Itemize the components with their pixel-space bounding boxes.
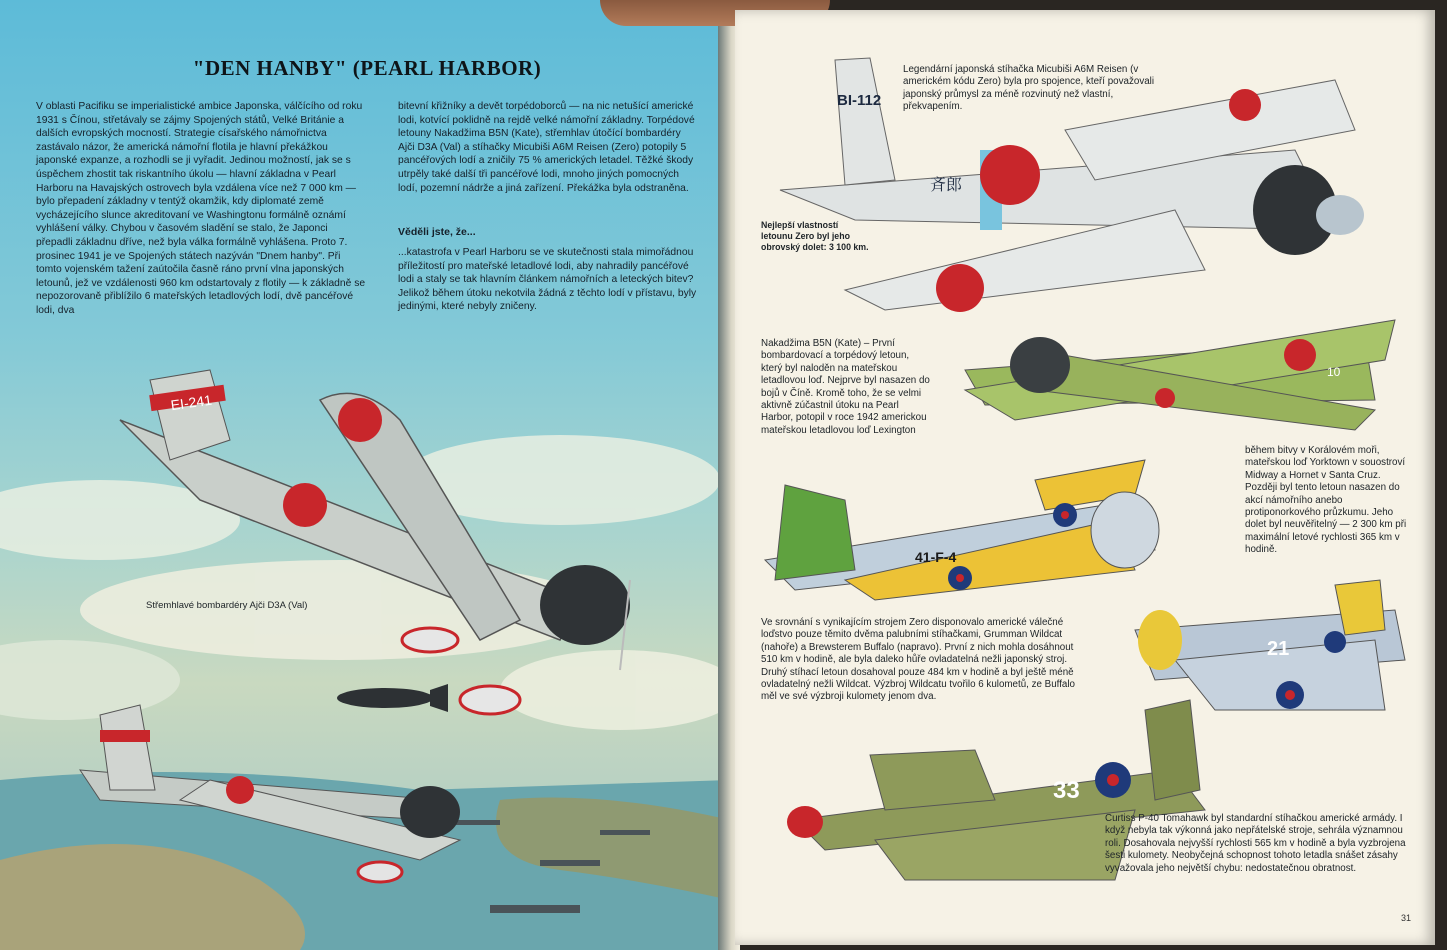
right-page <box>735 10 1435 945</box>
kate-description-continued: během bitvy v Korálovém moři, mateřskou loď Yorktown v souostroví Midway a Hornet v Santa Cruz. Později byl tento letoun nasazen do akcí námořního anebo protiponorkového průzkumu. Jeho dolet byl neuvěřitelný — 2 300 km při maximální letové rychlosti 365 km v hodině. <box>1245 445 1407 556</box>
zero-description: Legendární japonská stíhačka Micubiši A6M Reisen (v americkém kódu Zero) byla pro spojence, kteří považovali japonský průmysl za méně rozvinutý než vlastní, překvapením. <box>903 64 1155 113</box>
wildcat-code: 41-F-4 <box>915 549 957 565</box>
grumman-wildcat <box>765 460 1159 600</box>
brewster-buffalo <box>1135 580 1405 710</box>
kate-torpedo-bomber <box>965 320 1395 430</box>
val-tail-code: EI-241 <box>169 391 213 414</box>
page-number: 31 <box>1400 913 1411 923</box>
article-column-2b: ...katastrofa v Pearl Harboru se ve skutečnosti stala mimořádnou příležitostí pro mateřské letadlové lodi, aby nahradily pancéřové lodi a staly se tak hlavním článkem námořních a leteckých bitev? Jelikož během útoku nekotvila žádná z těchto lodí v přístavu, byly jedinými, které nebyly zničeny. <box>398 247 697 313</box>
buffalo-code: 21 <box>1267 638 1290 660</box>
p40-code: 33 <box>1053 777 1080 804</box>
p40-description: Curtiss P-40 Tomahawk byl standardní stíhačkou americké armády. I když nebyla tak výkonná jako nepřátelské stroje, sehrála významnou roli. Dosahovala nejvyšší rychlosti 565 km v hodině a byla vyzbrojena šesti kulomety. Neobyčejná schopnost tohoto letadla snášet zásahy vyvažovala jeho největší chybu: nedostatečnou obratnost. <box>1105 813 1406 874</box>
kate-tail-code: 10 <box>1327 365 1341 379</box>
kate-description: Nakadžima B5N (Kate) – První bombardovací a torpédový letoun, který byl naloděn na mateřskou letadlovou loď. Nejprve byl nasazen do bojů v Číně. Kromě toho, že se velmi aktivně zúčastnil útoku na Pearl Harbor, potopil v roce 1942 americkou mateřskou letadlovou loď Lexington <box>761 338 930 436</box>
zero-range-note: Nejlepší vlastností letounu Zero byl jeho obrovský dolet: 3 100 km. <box>761 220 869 252</box>
wildcat-buffalo-description: Ve srovnání s vynikajícím strojem Zero disponovalo americké válečné loďstvo pouze těmito dvěma palubními stíhačkami, Grumman Wildcat (nahoře) a Brewsterem Buffalo (napravo). První z nich mohla dosáhnout 510 km v hodině, ale byla daleko hůře ovladatelná nežli japonský stroj. Druhý stíhací letoun dosahoval pouze 484 km v hodině a byl ještě méně ovladatelný nežli Wildcat. Výzbroj Wildcatu tvořilo 6 kulometů, ze Buffalo měl ve své výzbroji kulomety jenom dva. <box>761 617 1076 703</box>
article-headline: "DEN HANBY" (PEARL HARBOR) <box>192 56 542 80</box>
zero-tail-code: BI-112 <box>837 92 882 109</box>
article-column-1: V oblasti Pacifiku se imperialistické ambice Japonska, válčícího od roku 1931 s Čínou, střetávaly se zájmy Spojených států, Velké Británie a dalších evropských mocností. Strategie císařského námořnictva zastávalo názor, že americká námořní flotila je hlavní překážkou japonské expanze, a rozhodli se ji vyřadit. Jedinou možností, jak se s úspěchem zhostit tak riskantního úkolu — hlavní základna v Pearl Harboru na Havajských ostrovech byla vzdálena více než 7 000 km — bylo přepadení základny v tentýž okamžik, kdy diplomaté země vycházejícího slunce akreditovaní ve Washingtonu formálně oznámí vyhlášení války. Chybou v časovém sladění se stalo, že Japonci přepadli základnu dříve, než byla válka formálně vyhlášena. Proto 7. prosinec 1941 je ve Spojených státech nazýván "Dnem hanby". Při tomto vojenském tažení zaútočila časně ráno první vlna japonských letounů, jež ve vzdálenosti 960 km odstartovaly z flotily — k základně se nepozorovaně přiblížilo 6 mateřských letadlových lodí, dvě pancéřové lodi, dva <box>36 101 366 316</box>
val-caption: Střemhlavé bombardéry Ajči D3A (Val) <box>146 600 308 611</box>
article-column-2: bitevní křižníky a devět torpédoborců — na nic netušící americké lodi, kotvící poklidně na rejdě velké námořní základny. Torpédové letouny Nakadžima B5N (Kate), střemhlav útočící bombardéry Ajči D3A (Val) a stíhačky Micubiši A6M Reisen (Zero) potopily 5 pancéřových lodí a zničily 75 % amerických letadel. Těžké škody utrpěly také další tři pancéřové lodi, mnoho jiných pomocných lodí, pozemní nádrže a jiná zařízení. Překážka byla odstraněna. <box>398 101 695 194</box>
zero-kanji-marking: 斉郎 <box>930 177 963 194</box>
did-you-know-heading: Věděli jste, že... <box>398 226 476 238</box>
